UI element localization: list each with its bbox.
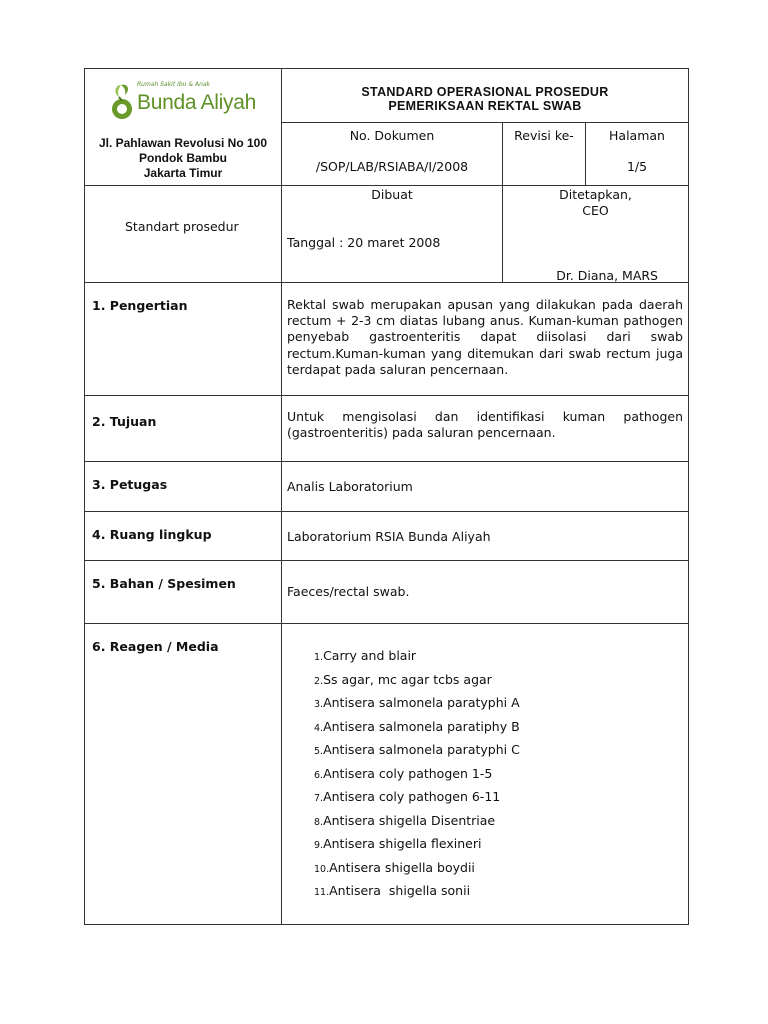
list-item-text: Antisera salmonela paratiphy B xyxy=(323,718,520,734)
list-item xyxy=(314,648,683,672)
sop-document xyxy=(84,68,688,924)
list-item-text: Antisera coly pathogen 1-5 xyxy=(323,765,493,781)
list-item-text: Antisera shigella sonii xyxy=(329,883,471,898)
list-item-text: Antisera coly pathogen 6-11 xyxy=(323,789,501,804)
dibuat-label: Dibuat xyxy=(371,187,413,202)
logo-tagline: Rumah Sakit Ibu & Anak xyxy=(137,81,211,88)
section-label: 2. Tujuan xyxy=(85,396,282,462)
list-item xyxy=(314,860,683,884)
title-line-2: PEMERIKSAAN REKTAL SWAB xyxy=(388,99,582,113)
section-row xyxy=(85,396,689,462)
list-item-text: Carry and blair xyxy=(323,648,417,663)
list-item-number: 10. xyxy=(314,863,330,875)
list-item xyxy=(314,672,683,696)
reagen-list xyxy=(287,648,683,907)
list-item-text: Antisera shigella boydii xyxy=(329,859,475,875)
no-dokumen-label: No. Dokumen xyxy=(349,128,435,143)
halaman-value: 1/5 xyxy=(626,159,648,174)
address-line: Jl. Pahlawan Revolusi No 100 xyxy=(98,136,268,150)
list-item xyxy=(314,719,683,743)
revisi-label: Revisi ke- xyxy=(514,128,574,143)
list-item-number: 5. xyxy=(314,746,324,757)
list-item-text: Antisera shigella flexineri xyxy=(323,836,482,851)
list-item-text: Antisera shigella Disentriae xyxy=(323,812,496,828)
list-item-number: 4. xyxy=(314,722,324,734)
list-item xyxy=(314,742,683,766)
list-item-number: 1. xyxy=(314,652,324,663)
ditetapkan-role: CEO xyxy=(582,203,609,218)
section-content: Laboratorium RSIA Bunda Aliyah xyxy=(282,512,689,561)
list-item-text: Antisera salmonela paratyphi C xyxy=(323,742,520,757)
tanggal-text: Tanggal : 20 maret 2008 xyxy=(287,235,441,250)
section-row xyxy=(85,512,689,561)
section-label: 6. Reagen / Media xyxy=(85,624,282,925)
revisi-cell xyxy=(503,123,586,186)
section-row xyxy=(85,561,689,624)
list-item-text: Ss agar, mc agar tcbs agar xyxy=(323,671,492,687)
list-item-text: Antisera salmonela paratyphi A xyxy=(323,695,520,710)
list-item-number: 9. xyxy=(314,840,324,851)
document-title xyxy=(282,69,689,123)
list-item xyxy=(314,766,683,790)
no-dokumen-cell xyxy=(282,123,503,186)
list-item-number: 2. xyxy=(314,675,324,687)
standart-prosedur-label: Standart prosedur xyxy=(125,219,239,234)
section-label: 1. Pengertian xyxy=(85,283,282,396)
list-item-number: 6. xyxy=(314,769,324,781)
list-item xyxy=(314,836,683,860)
section-content: Analis Laboratorium xyxy=(282,462,689,512)
title-line-1: STANDARD OPERASIONAL PROSEDUR xyxy=(361,85,609,99)
section-row xyxy=(85,462,689,512)
hospital-address xyxy=(85,136,281,181)
address-line: Pondok Bambu xyxy=(138,151,227,165)
list-item-number: 8. xyxy=(314,816,324,828)
section-label: 4. Ruang lingkup xyxy=(85,512,282,561)
list-item xyxy=(314,695,683,719)
ditetapkan-cell xyxy=(503,186,689,283)
header-logo-cell xyxy=(85,69,282,186)
section-content: Untuk mengisolasi dan identifikasi kuman pathogen (gastroenteritis) pada saluran pencernaan. xyxy=(282,396,689,462)
section-row xyxy=(85,624,689,925)
address-line: Jakarta Timur xyxy=(143,166,223,180)
list-item-number: 7. xyxy=(314,793,324,804)
section-label: 5. Bahan / Spesimen xyxy=(85,561,282,624)
section-label: 3. Petugas xyxy=(85,462,282,512)
reagen-list-cell xyxy=(282,624,689,925)
section-row xyxy=(85,283,689,396)
list-item xyxy=(314,789,683,813)
section-content: Faeces/rectal swab. xyxy=(282,561,689,624)
ditetapkan-label: Ditetapkan, xyxy=(559,187,632,202)
section-content: Rektal swab merupakan apusan yang dilakukan pada daerah rectum + 2-3 cm diatas lubang anus. Kuman-kuman pathogen penyebab gastroenteritis dapat diisolasi dari swab rectum.Kuman-kuman yang ditemukan dari swab rectum juga terdapat pada saluran pencernaan. xyxy=(282,283,689,396)
dibuat-cell xyxy=(282,186,503,283)
standart-prosedur-cell xyxy=(85,186,282,283)
ditetapkan-name: Dr. Diana, MARS xyxy=(556,268,658,283)
no-dokumen-value: /SOP/LAB/RSIABA/I/2008 xyxy=(315,159,469,174)
halaman-cell xyxy=(586,123,689,186)
list-item-number: 11. xyxy=(314,887,330,898)
halaman-label: Halaman xyxy=(609,128,665,143)
sop-table xyxy=(84,68,689,925)
list-item xyxy=(314,883,683,907)
list-item xyxy=(314,813,683,837)
hospital-logo xyxy=(107,79,256,123)
list-item-number: 3. xyxy=(314,699,324,710)
logo-brand: Bunda Aliyah xyxy=(137,91,256,114)
leaf-sprout-icon xyxy=(107,79,137,123)
